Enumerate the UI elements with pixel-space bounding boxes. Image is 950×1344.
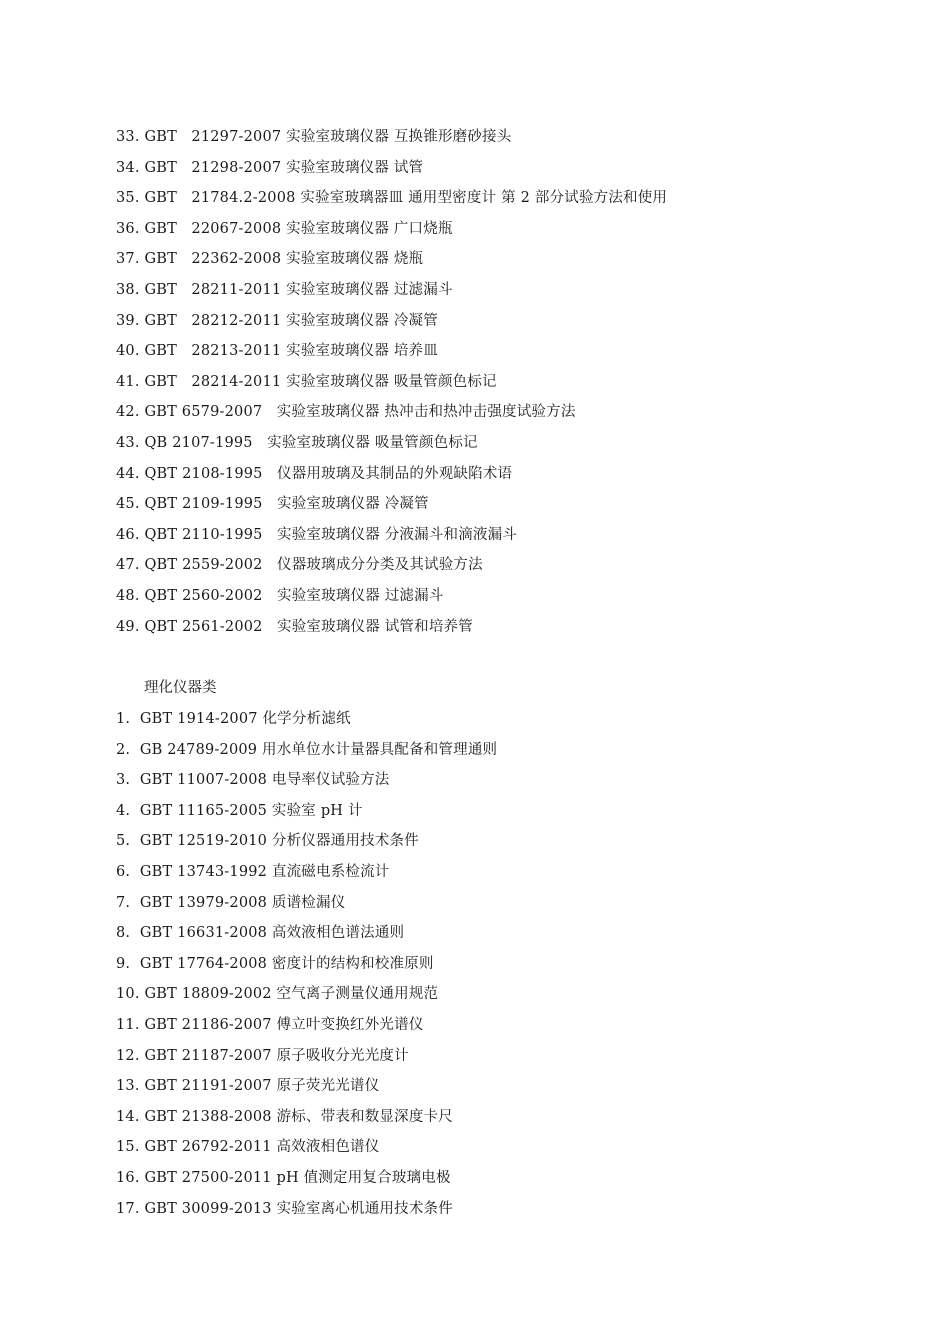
list-item: 43. QB 2107-1995 实验室玻璃仪器 吸量管颜色标记 <box>116 434 478 451</box>
list-item: 45. QBT 2109-1995 实验室玻璃仪器 冷凝管 <box>116 496 429 513</box>
list-item: 41. GBT 28214-2011 实验室玻璃仪器 吸量管颜色标记 <box>116 373 497 390</box>
list-item: 36. GBT 22067-2008 实验室玻璃仪器 广口烧瓶 <box>116 220 453 237</box>
list-item: 13. GBT 21191-2007 原子荧光光谱仪 <box>116 1078 380 1095</box>
list-item: 38. GBT 28211-2011 实验室玻璃仪器 过滤漏斗 <box>116 281 453 298</box>
list-item: 6. GBT 13743-1992 直流磁电系检流计 <box>116 863 390 880</box>
list-item: 12. GBT 21187-2007 原子吸收分光光度计 <box>116 1047 409 1064</box>
list-item: 35. GBT 21784.2-2008 实验室玻璃器皿 通用型密度计 第 2 部分试验方法和使用 <box>116 190 668 207</box>
section-heading: 理化仪器类 <box>144 680 217 696</box>
list-item: 2. GB 24789-2009 用水单位水计量器具配备和管理通则 <box>116 741 498 758</box>
list-item: 37. GBT 22362-2008 实验室玻璃仪器 烧瓶 <box>116 251 424 268</box>
list-item: 49. QBT 2561-2002 实验室玻璃仪器 试管和培养管 <box>116 618 473 635</box>
list-item: 48. QBT 2560-2002 实验室玻璃仪器 过滤漏斗 <box>116 587 444 604</box>
list-item: 46. QBT 2110-1995 实验室玻璃仪器 分液漏斗和滴液漏斗 <box>116 526 518 543</box>
list-item: 8. GBT 16631-2008 高效液相色谱法通则 <box>116 925 405 942</box>
instrument-standards-list <box>116 704 497 1224</box>
list-item: 15. GBT 26792-2011 高效液相色谱仪 <box>116 1139 380 1156</box>
list-item: 16. GBT 27500-2011 pH 值测定用复合玻璃电极 <box>116 1169 451 1186</box>
list-item: 9. GBT 17764-2008 密度计的结构和校准原则 <box>116 955 434 972</box>
list-item: 17. GBT 30099-2013 实验室离心机通用技术条件 <box>116 1200 453 1217</box>
list-item: 14. GBT 21388-2008 游标、带表和数显深度卡尺 <box>116 1108 453 1125</box>
list-item: 42. GBT 6579-2007 实验室玻璃仪器 热冲击和热冲击强度试验方法 <box>116 404 576 421</box>
list-item: 11. GBT 21186-2007 傅立叶变换红外光谱仪 <box>116 1016 424 1033</box>
list-item: 47. QBT 2559-2002 仪器玻璃成分分类及其试验方法 <box>116 557 483 574</box>
list-item: 40. GBT 28213-2011 实验室玻璃仪器 培养皿 <box>116 343 438 360</box>
list-item: 39. GBT 28212-2011 实验室玻璃仪器 冷凝管 <box>116 312 438 329</box>
list-item: 7. GBT 13979-2008 质谱检漏仪 <box>116 894 346 911</box>
list-item: 4. GBT 11165-2005 实验室 pH 计 <box>116 802 363 819</box>
list-item: 1. GBT 1914-2007 化学分析滤纸 <box>116 711 351 727</box>
list-item: 33. GBT 21297-2007 实验室玻璃仪器 互换锥形磨砂接头 <box>116 129 512 145</box>
list-item: 44. QBT 2108-1995 仪器用玻璃及其制品的外观缺陷术语 <box>116 465 513 482</box>
list-item: 34. GBT 21298-2007 实验室玻璃仪器 试管 <box>116 159 424 176</box>
glassware-standards-list <box>116 122 667 642</box>
list-item: 10. GBT 18809-2002 空气离子测量仪通用规范 <box>116 986 439 1003</box>
list-item: 3. GBT 11007-2008 电导率仪试验方法 <box>116 772 390 789</box>
list-item: 5. GBT 12519-2010 分析仪器通用技术条件 <box>116 833 419 850</box>
